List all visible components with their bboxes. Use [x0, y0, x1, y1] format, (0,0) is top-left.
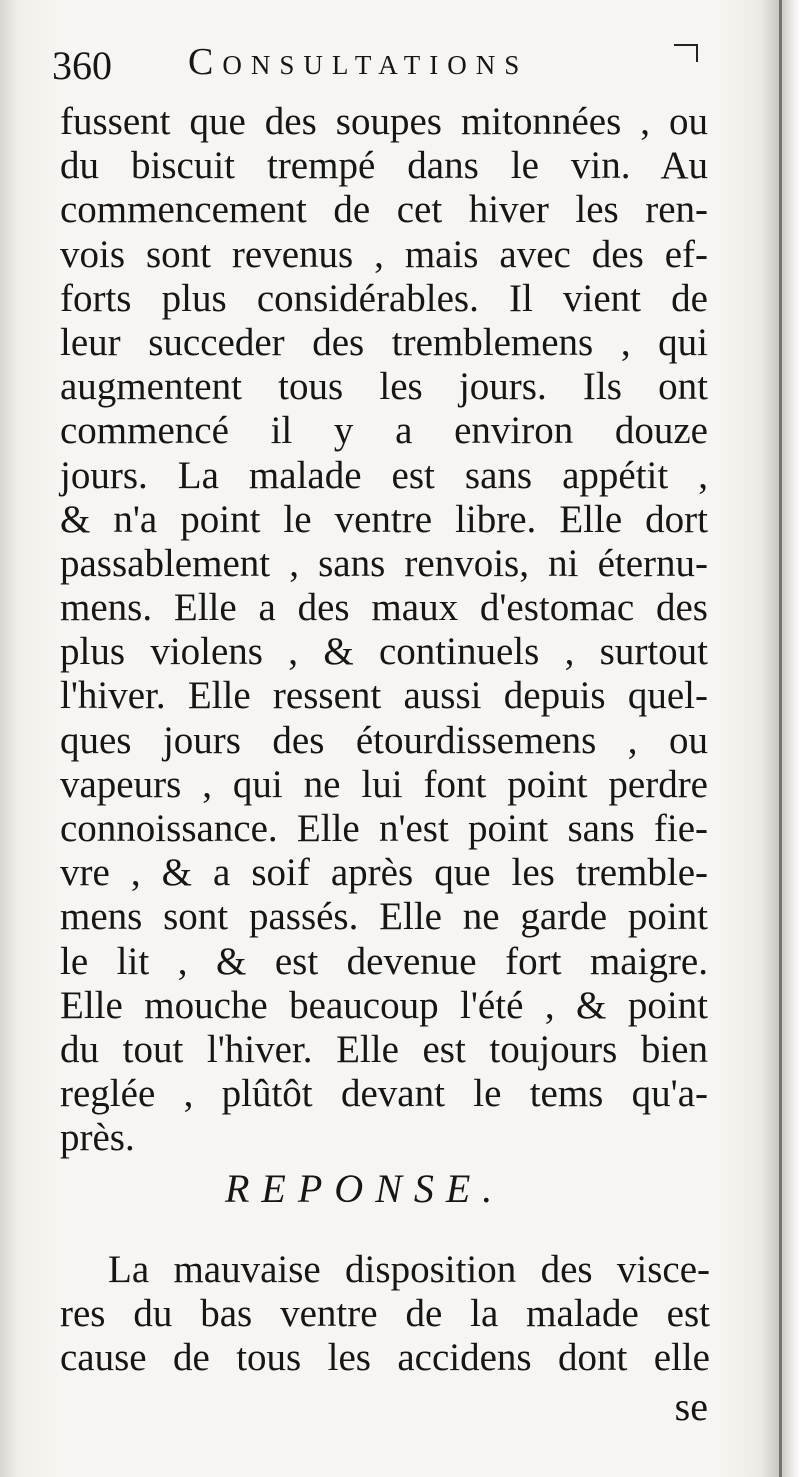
text-line: du tout l'hiver. Elle est toujours bien: [60, 1027, 708, 1071]
text-line: vre , & a soif après que les tremble-: [60, 851, 708, 895]
text-line: cause de tous les accidens dont elle: [60, 1336, 710, 1380]
text-line: passablement , sans renvois, ni éternu-: [60, 541, 708, 585]
page-number: 360: [52, 43, 112, 88]
text-line: ques jours des étourdissemens , ou: [60, 718, 708, 762]
text-line: Elle mouche beaucoup l'été , & point: [60, 983, 708, 1027]
text-line: connoissance. Elle n'est point sans fie-: [60, 807, 708, 850]
text-line: La mauvaise disposition des visce-: [108, 1248, 710, 1291]
text-line: augmentent tous les jours. Ils ont: [60, 365, 708, 409]
text-line: du biscuit trempé dans le vin. Au: [60, 144, 708, 188]
header-corner-mark: [674, 44, 698, 46]
text-line: mens. Elle a des maux d'estomac des: [60, 586, 708, 630]
text-line: vois sont revenus , mais avec des ef-: [60, 232, 708, 276]
main-text-block: [60, 100, 708, 1161]
text-line: commencement de cet hiver les ren-: [60, 188, 708, 232]
text-line: leur succeder des tremblemens , qui: [60, 320, 708, 364]
answer-text-block: [60, 1248, 710, 1381]
text-line: & n'a point le ventre libre. Elle dort: [60, 497, 708, 541]
section-heading: REPONSE.: [225, 1166, 505, 1211]
text-line: près.: [60, 1116, 135, 1160]
text-line: jours. La malade est sans appétit ,: [60, 453, 708, 497]
text-line: le lit , & est devenue fort maigre.: [60, 939, 708, 983]
text-line: vapeurs , qui ne lui font point perdre: [60, 762, 708, 806]
text-line: l'hiver. Elle ressent aussi depuis quel-: [60, 674, 708, 718]
catchword: se: [674, 1384, 708, 1429]
text-line: forts plus considérables. Il vient de: [60, 276, 708, 320]
text-line: commencé il y a environ douze: [60, 409, 708, 453]
page-edge-shadow: [779, 0, 782, 1477]
page-header: [50, 40, 700, 100]
text-line: reglée , plûtôt devant le tems qu'a-: [60, 1072, 708, 1116]
text-line: res du bas ventre de la malade est: [60, 1292, 710, 1336]
running-title: Consultations: [188, 41, 529, 83]
text-line: fussent que des soupes mitonnées , ou: [60, 100, 708, 143]
text-line: plus violens , & continuels , surtout: [60, 630, 708, 674]
text-line: mens sont passés. Elle ne garde point: [60, 895, 708, 939]
